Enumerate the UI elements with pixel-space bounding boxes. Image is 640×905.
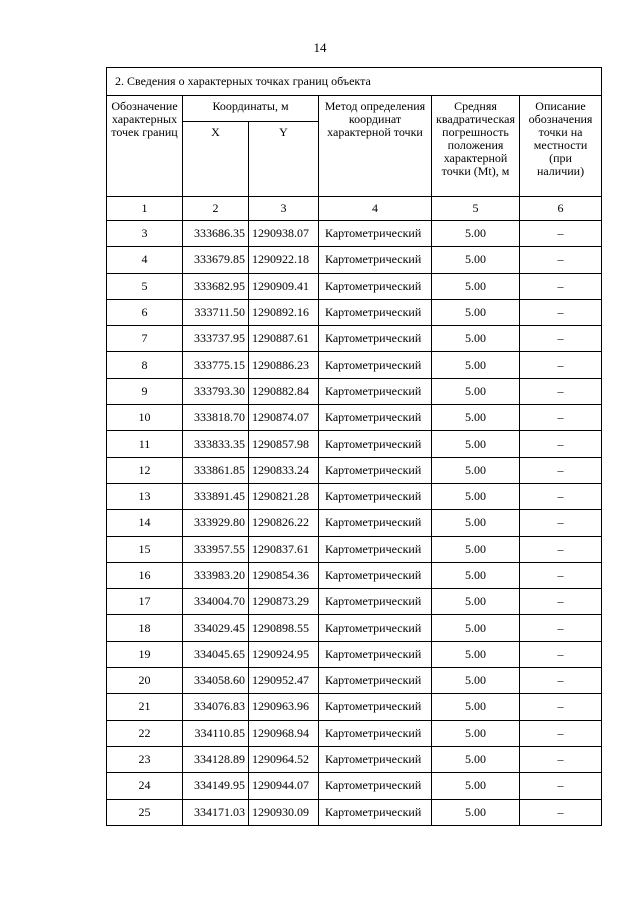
x-coordinate: 333929.80 bbox=[183, 510, 249, 536]
table-row bbox=[107, 536, 602, 562]
header-point-designation: Обозначение характерных точек границ bbox=[107, 96, 183, 197]
point-number: 7 bbox=[107, 326, 183, 352]
table-row bbox=[107, 746, 602, 772]
method-cell: Картометрический bbox=[319, 536, 432, 562]
point-number: 18 bbox=[107, 615, 183, 641]
y-coordinate: 1290938.07 bbox=[249, 221, 319, 247]
method-cell: Картометрический bbox=[319, 457, 432, 483]
y-coordinate: 1290837.61 bbox=[249, 536, 319, 562]
table-row bbox=[107, 589, 602, 615]
page-number: 14 bbox=[313, 40, 327, 55]
method-cell: Картометрический bbox=[319, 668, 432, 694]
y-coordinate: 1290898.55 bbox=[249, 615, 319, 641]
x-coordinate: 333775.15 bbox=[183, 352, 249, 378]
table-row bbox=[107, 773, 602, 799]
point-number: 20 bbox=[107, 668, 183, 694]
column-number: 2 bbox=[183, 197, 249, 221]
error-cell: 5.00 bbox=[432, 615, 520, 641]
table-row bbox=[107, 326, 602, 352]
section-title: 2. Сведения о характерных точках границ объекта bbox=[107, 68, 602, 96]
description-cell: – bbox=[520, 615, 602, 641]
table-row bbox=[107, 510, 602, 536]
header-coordinates: Координаты, м bbox=[183, 96, 319, 122]
method-cell: Картометрический bbox=[319, 352, 432, 378]
method-cell: Картометрический bbox=[319, 799, 432, 825]
error-cell: 5.00 bbox=[432, 720, 520, 746]
error-cell: 5.00 bbox=[432, 405, 520, 431]
point-number: 23 bbox=[107, 746, 183, 772]
x-coordinate: 334110.85 bbox=[183, 720, 249, 746]
y-coordinate: 1290882.84 bbox=[249, 378, 319, 404]
point-number: 17 bbox=[107, 589, 183, 615]
y-coordinate: 1290952.47 bbox=[249, 668, 319, 694]
error-cell: 5.00 bbox=[432, 378, 520, 404]
point-number: 21 bbox=[107, 694, 183, 720]
column-number: 4 bbox=[319, 197, 432, 221]
method-cell: Картометрический bbox=[319, 720, 432, 746]
error-cell: 5.00 bbox=[432, 510, 520, 536]
error-cell: 5.00 bbox=[432, 694, 520, 720]
header-description: Описание обозначения точки на местности (при наличии) bbox=[520, 96, 602, 197]
method-cell: Картометрический bbox=[319, 247, 432, 273]
error-cell: 5.00 bbox=[432, 247, 520, 273]
y-coordinate: 1290854.36 bbox=[249, 562, 319, 588]
method-cell: Картометрический bbox=[319, 562, 432, 588]
column-numbers-row bbox=[107, 197, 602, 221]
point-number: 11 bbox=[107, 431, 183, 457]
y-coordinate: 1290892.16 bbox=[249, 299, 319, 325]
y-coordinate: 1290826.22 bbox=[249, 510, 319, 536]
table-row bbox=[107, 352, 602, 378]
error-cell: 5.00 bbox=[432, 536, 520, 562]
table-row bbox=[107, 720, 602, 746]
point-number: 3 bbox=[107, 221, 183, 247]
x-coordinate: 333957.55 bbox=[183, 536, 249, 562]
error-cell: 5.00 bbox=[432, 668, 520, 694]
method-cell: Картометрический bbox=[319, 510, 432, 536]
error-cell: 5.00 bbox=[432, 326, 520, 352]
column-number: 5 bbox=[432, 197, 520, 221]
y-coordinate: 1290930.09 bbox=[249, 799, 319, 825]
method-cell: Картометрический bbox=[319, 694, 432, 720]
error-cell: 5.00 bbox=[432, 457, 520, 483]
y-coordinate: 1290887.61 bbox=[249, 326, 319, 352]
point-number: 10 bbox=[107, 405, 183, 431]
method-cell: Картометрический bbox=[319, 299, 432, 325]
x-coordinate: 333793.30 bbox=[183, 378, 249, 404]
y-coordinate: 1290857.98 bbox=[249, 431, 319, 457]
point-number: 9 bbox=[107, 378, 183, 404]
table-row bbox=[107, 562, 602, 588]
method-cell: Картометрический bbox=[319, 483, 432, 509]
description-cell: – bbox=[520, 247, 602, 273]
y-coordinate: 1290963.96 bbox=[249, 694, 319, 720]
table-row bbox=[107, 799, 602, 825]
x-coordinate: 333686.35 bbox=[183, 221, 249, 247]
method-cell: Картометрический bbox=[319, 273, 432, 299]
x-coordinate: 334076.83 bbox=[183, 694, 249, 720]
error-cell: 5.00 bbox=[432, 221, 520, 247]
table-row bbox=[107, 405, 602, 431]
point-number: 12 bbox=[107, 457, 183, 483]
y-coordinate: 1290922.18 bbox=[249, 247, 319, 273]
description-cell: – bbox=[520, 773, 602, 799]
point-number: 19 bbox=[107, 641, 183, 667]
point-number: 22 bbox=[107, 720, 183, 746]
table-row bbox=[107, 641, 602, 667]
y-coordinate: 1290968.94 bbox=[249, 720, 319, 746]
y-coordinate: 1290924.95 bbox=[249, 641, 319, 667]
description-cell: – bbox=[520, 720, 602, 746]
x-coordinate: 334045.65 bbox=[183, 641, 249, 667]
column-number: 6 bbox=[520, 197, 602, 221]
x-coordinate: 334004.70 bbox=[183, 589, 249, 615]
error-cell: 5.00 bbox=[432, 746, 520, 772]
description-cell: – bbox=[520, 326, 602, 352]
table-row bbox=[107, 615, 602, 641]
description-cell: – bbox=[520, 431, 602, 457]
description-cell: – bbox=[520, 483, 602, 509]
error-cell: 5.00 bbox=[432, 562, 520, 588]
method-cell: Картометрический bbox=[319, 773, 432, 799]
point-number: 13 bbox=[107, 483, 183, 509]
description-cell: – bbox=[520, 536, 602, 562]
column-number: 1 bbox=[107, 197, 183, 221]
x-coordinate: 333679.85 bbox=[183, 247, 249, 273]
x-coordinate: 333737.95 bbox=[183, 326, 249, 352]
x-coordinate: 333891.45 bbox=[183, 483, 249, 509]
error-cell: 5.00 bbox=[432, 299, 520, 325]
column-number: 3 bbox=[249, 197, 319, 221]
method-cell: Картометрический bbox=[319, 641, 432, 667]
description-cell: – bbox=[520, 378, 602, 404]
header-error: Средняя квадратическая погрешность положения характерной точки (Mt), м bbox=[432, 96, 520, 197]
header-y: Y bbox=[249, 122, 319, 197]
point-number: 4 bbox=[107, 247, 183, 273]
point-number: 5 bbox=[107, 273, 183, 299]
table-row bbox=[107, 299, 602, 325]
table-row bbox=[107, 247, 602, 273]
error-cell: 5.00 bbox=[432, 589, 520, 615]
description-cell: – bbox=[520, 589, 602, 615]
table-row bbox=[107, 431, 602, 457]
boundary-points-table bbox=[106, 67, 602, 826]
error-cell: 5.00 bbox=[432, 352, 520, 378]
y-coordinate: 1290874.07 bbox=[249, 405, 319, 431]
point-number: 16 bbox=[107, 562, 183, 588]
x-coordinate: 333711.50 bbox=[183, 299, 249, 325]
description-cell: – bbox=[520, 562, 602, 588]
error-cell: 5.00 bbox=[432, 641, 520, 667]
description-cell: – bbox=[520, 457, 602, 483]
y-coordinate: 1290944.07 bbox=[249, 773, 319, 799]
description-cell: – bbox=[520, 694, 602, 720]
table-row bbox=[107, 221, 602, 247]
x-coordinate: 334058.60 bbox=[183, 668, 249, 694]
x-coordinate: 333983.20 bbox=[183, 562, 249, 588]
x-coordinate: 334128.89 bbox=[183, 746, 249, 772]
description-cell: – bbox=[520, 273, 602, 299]
description-cell: – bbox=[520, 221, 602, 247]
y-coordinate: 1290821.28 bbox=[249, 483, 319, 509]
description-cell: – bbox=[520, 799, 602, 825]
x-coordinate: 333682.95 bbox=[183, 273, 249, 299]
method-cell: Картометрический bbox=[319, 378, 432, 404]
description-cell: – bbox=[520, 510, 602, 536]
x-coordinate: 334149.95 bbox=[183, 773, 249, 799]
x-coordinate: 333833.35 bbox=[183, 431, 249, 457]
error-cell: 5.00 bbox=[432, 273, 520, 299]
description-cell: – bbox=[520, 299, 602, 325]
description-cell: – bbox=[520, 352, 602, 378]
x-coordinate: 333818.70 bbox=[183, 405, 249, 431]
table-row bbox=[107, 668, 602, 694]
point-number: 25 bbox=[107, 799, 183, 825]
method-cell: Картометрический bbox=[319, 405, 432, 431]
table-row bbox=[107, 378, 602, 404]
description-cell: – bbox=[520, 668, 602, 694]
point-number: 24 bbox=[107, 773, 183, 799]
point-number: 14 bbox=[107, 510, 183, 536]
x-coordinate: 333861.85 bbox=[183, 457, 249, 483]
description-cell: – bbox=[520, 405, 602, 431]
table-row bbox=[107, 457, 602, 483]
header-method: Метод определения координат характерной точки bbox=[319, 96, 432, 197]
description-cell: – bbox=[520, 641, 602, 667]
error-cell: 5.00 bbox=[432, 799, 520, 825]
method-cell: Картометрический bbox=[319, 431, 432, 457]
method-cell: Картометрический bbox=[319, 221, 432, 247]
x-coordinate: 334171.03 bbox=[183, 799, 249, 825]
method-cell: Картометрический bbox=[319, 589, 432, 615]
y-coordinate: 1290886.23 bbox=[249, 352, 319, 378]
description-cell: – bbox=[520, 746, 602, 772]
error-cell: 5.00 bbox=[432, 483, 520, 509]
y-coordinate: 1290873.29 bbox=[249, 589, 319, 615]
point-number: 8 bbox=[107, 352, 183, 378]
error-cell: 5.00 bbox=[432, 773, 520, 799]
table-row bbox=[107, 694, 602, 720]
y-coordinate: 1290964.52 bbox=[249, 746, 319, 772]
y-coordinate: 1290909.41 bbox=[249, 273, 319, 299]
method-cell: Картометрический bbox=[319, 615, 432, 641]
error-cell: 5.00 bbox=[432, 431, 520, 457]
x-coordinate: 334029.45 bbox=[183, 615, 249, 641]
point-number: 15 bbox=[107, 536, 183, 562]
y-coordinate: 1290833.24 bbox=[249, 457, 319, 483]
table-row bbox=[107, 483, 602, 509]
method-cell: Картометрический bbox=[319, 746, 432, 772]
method-cell: Картометрический bbox=[319, 326, 432, 352]
table-row bbox=[107, 273, 602, 299]
point-number: 6 bbox=[107, 299, 183, 325]
header-x: X bbox=[183, 122, 249, 197]
